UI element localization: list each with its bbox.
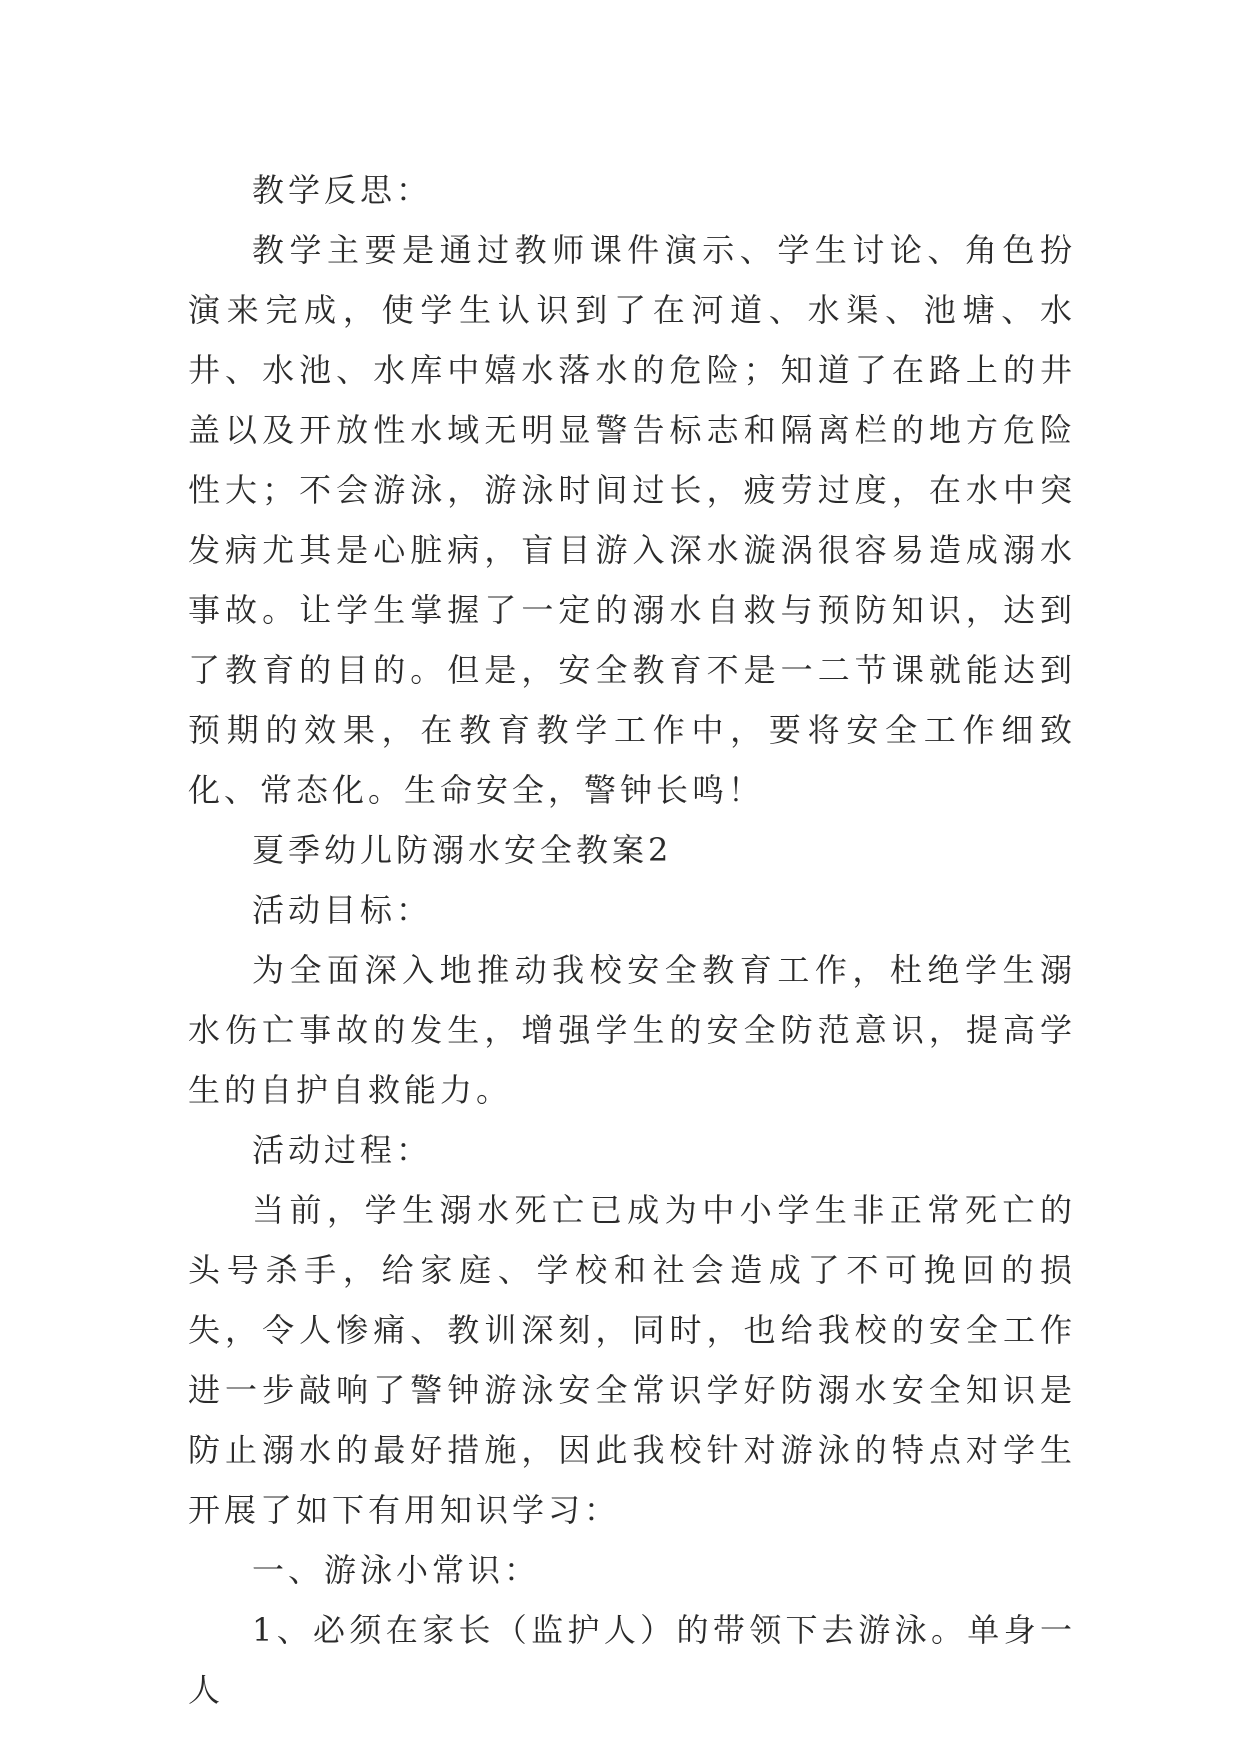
heading-swimming-tips: 一、游泳小常识： [252, 1551, 541, 1589]
document-body [188, 160, 1076, 1720]
paragraph-activity-process: 当前，学生溺水死亡已成为中小学生非正常死亡的头号杀手，给家庭、学校和社会造成了不可挽回的损失，令人惨痛、教训深刻，同时，也给我校的安全工作进一步敲响了警钟游泳安全常识学好防溺水安全知识是防止溺水的最好措施，因此我校针对游泳的特点对学生开展了如下有用知识学习： [188, 1191, 1076, 1529]
heading-activity-process: 活动过程： [252, 1131, 433, 1169]
paragraph-activity-goals: 为全面深入地推动我校安全教育工作，杜绝学生溺水伤亡事故的发生，增强学生的安全防范意识，提高学生的自护自救能力。 [188, 951, 1076, 1109]
heading-teaching-reflection: 教学反思： [252, 171, 433, 209]
list-item-1: 1、必须在家长（监护人）的带领下去游泳。单身一人 [188, 1611, 1076, 1709]
paragraph-reflection-body: 教学主要是通过教师课件演示、学生讨论、角色扮演来完成，使学生认识到了在河道、水渠、池塘、水井、水池、水库中嬉水落水的危险；知道了在路上的井盖以及开放性水域无明显警告标志和隔离栏的地方危险性大；不会游泳，游泳时间过长，疲劳过度，在水中突发病尤其是心脏病，盲目游入深水漩涡很容易造成溺水事故。让学生掌握了一定的溺水自救与预防知识，达到了教育的目的。但是，安全教育不是一二节课就能达到预期的效果，在教育教学工作中，要将安全工作细致化、常态化。生命安全，警钟长鸣！ [188, 231, 1076, 809]
lesson-plan-title: 夏季幼儿防溺水安全教案2 [252, 831, 673, 869]
heading-activity-goals: 活动目标： [252, 891, 433, 929]
